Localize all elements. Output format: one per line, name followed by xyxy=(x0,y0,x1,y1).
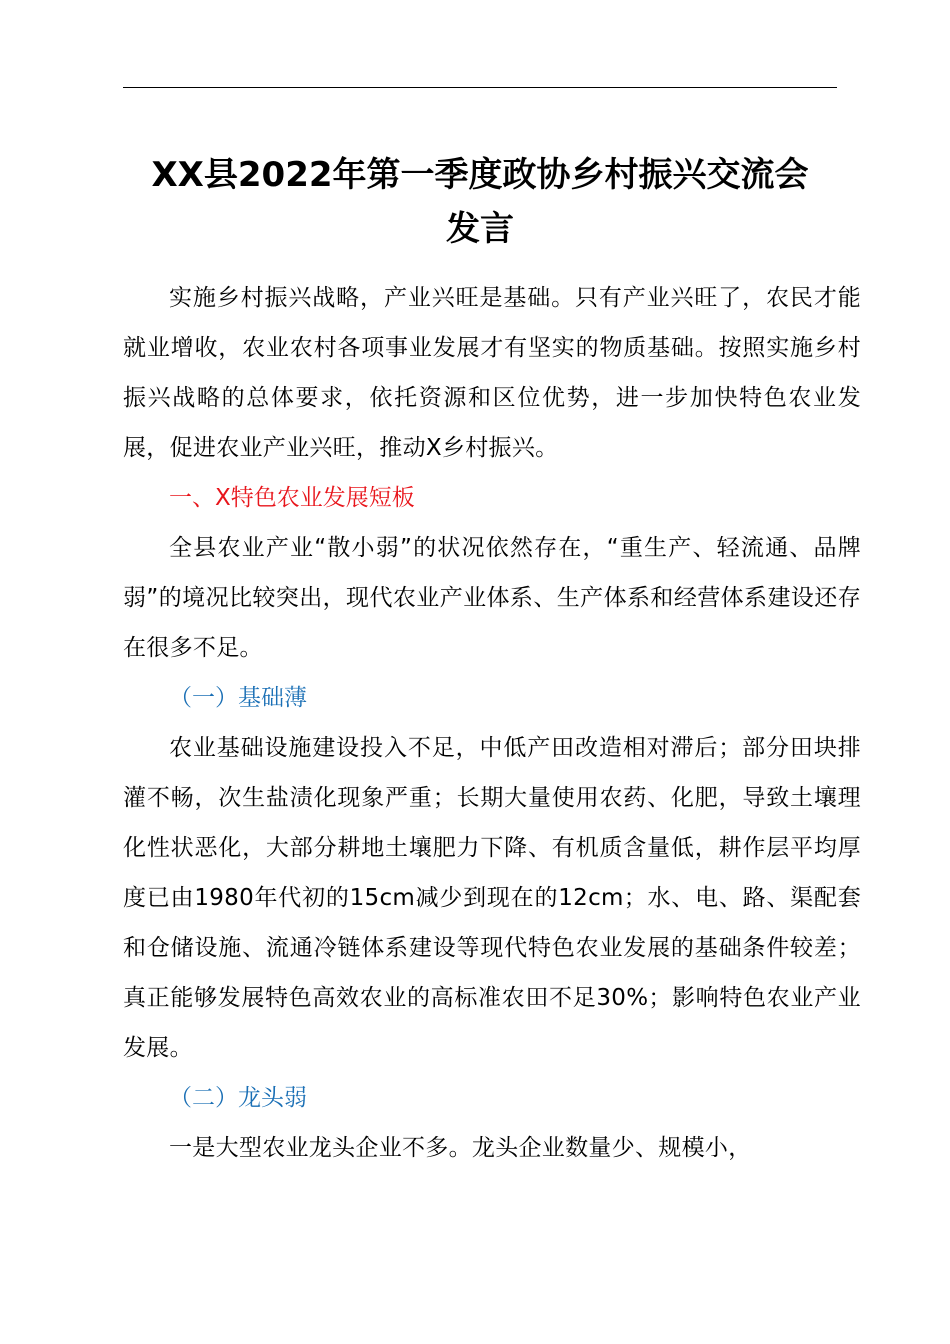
document-body xyxy=(123,273,861,1173)
subsection-2-paragraph: 一是大型农业龙头企业不多。龙头企业数量少、规模小， xyxy=(169,1135,752,1161)
header-rule xyxy=(123,87,837,88)
section-heading-1: 一、X特色农业发展短板 xyxy=(169,485,415,511)
title-line-2: 发言 xyxy=(446,209,514,249)
section-1-paragraph: 全县农业产业“散小弱”的状况依然存在，“重生产、轻流通、品牌弱”的境况比较突出，现代农业产业体系、生产体系和经营体系建设还存在很多不足。 xyxy=(123,535,861,661)
document-title xyxy=(100,148,860,256)
subsection-heading-1: （一）基础薄 xyxy=(169,685,307,711)
subsection-heading-2: （二）龙头弱 xyxy=(169,1085,307,1111)
intro-paragraph: 实施乡村振兴战略，产业兴旺是基础。只有产业兴旺了，农民才能就业增收，农业农村各项事业发展才有坚实的物质基础。按照实施乡村振兴战略的总体要求，依托资源和区位优势，进一步加快特色农业发展，促进农业产业兴旺，推动X乡村振兴。 xyxy=(123,285,861,461)
title-line-1: XX县2022年第一季度政协乡村振兴交流会 xyxy=(151,155,809,195)
subsection-1-paragraph: 农业基础设施建设投入不足，中低产田改造相对滞后；部分田块排灌不畅，次生盐渍化现象严重；长期大量使用农药、化肥，导致土壤理化性状恶化，大部分耕地土壤肥力下降、有机质含量低，耕作层平均厚度已由1980年代初的15cm减少到现在的12cm；水、电、路、渠配套和仓储设施、流通冷链体系建设等现代特色农业发展的基础条件较差；真正能够发展特色高效农业的高标准农田不足30%；影响特色农业产业发展。 xyxy=(123,735,861,1061)
